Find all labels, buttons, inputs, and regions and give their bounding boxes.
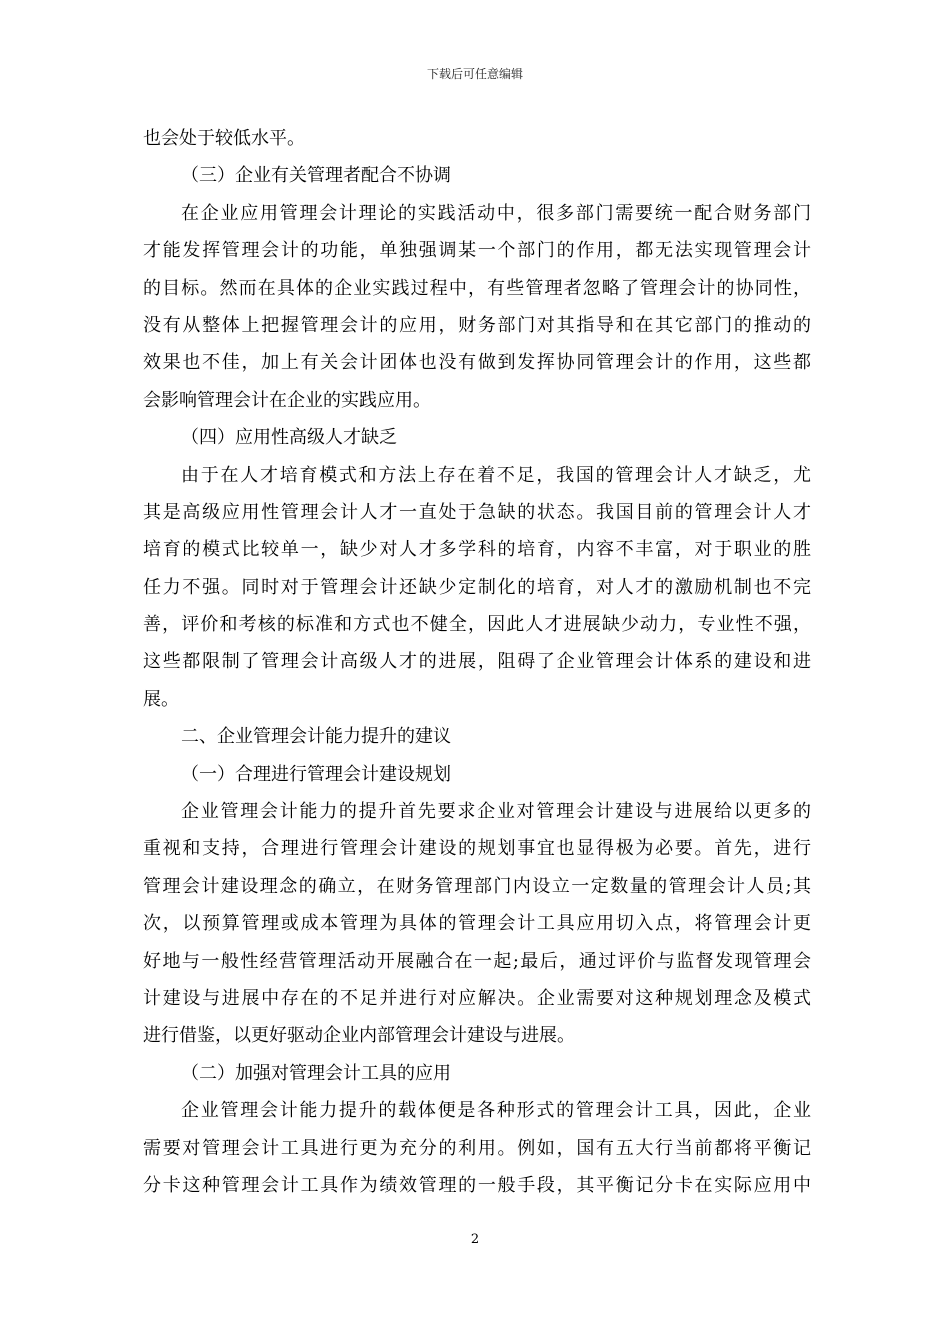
paragraph-line: 进行借鉴，以更好驱动企业内部管理会计建设与进展。: [143, 1025, 575, 1047]
paragraph-line: 在企业应用管理会计理论的实践活动中，很多部门需要统一配合财务部门: [181, 202, 811, 224]
page-header: 下载后可任意编辑: [426, 67, 523, 81]
document-body: [143, 120, 811, 1204]
paragraph-line: 好地与一般性经营管理活动开展融合在一起;最后，通过评价与监督发现管理会: [143, 950, 811, 972]
paragraph-line: 会影响管理会计在企业的实践应用。: [143, 389, 431, 411]
paragraph-line: 的目标。然而在具体的企业实践过程中，有些管理者忽略了管理会计的协同性，: [143, 277, 811, 299]
paragraph-line: 管理会计建设理念的确立，在财务管理部门内设立一定数量的管理会计人员;其: [143, 875, 811, 897]
paragraph-line: 企业管理会计能力的提升首先要求企业对管理会计建设与进展给以更多的: [181, 801, 811, 823]
paragraph-line: 善，评价和考核的标准和方式也不健全，因此人才进展缺少动力，专业性不强，: [143, 614, 811, 636]
section-heading: （三）企业有关管理者配合不协调: [181, 165, 451, 187]
page-number: 2: [470, 1232, 480, 1247]
paragraph-line: 展。: [143, 688, 179, 710]
paragraph-line: 重视和支持，合理进行管理会计建设的规划事宜也显得极为必要。首先，进行: [143, 838, 811, 860]
section-heading: （四）应用性高级人才缺乏: [181, 427, 397, 449]
paragraph-line: 需要对管理会计工具进行更为充分的利用。例如，国有五大行当前都将平衡记: [143, 1137, 811, 1159]
paragraph-line: 次，以预算管理或成本管理为具体的管理会计工具应用切入点，将管理会计更: [143, 913, 811, 935]
section-heading: （一）合理进行管理会计建设规划: [181, 763, 451, 785]
paragraph-line: 企业管理会计能力提升的载体便是各种形式的管理会计工具，因此，企业: [181, 1100, 811, 1122]
paragraph-line: 也会处于较低水平。: [143, 128, 305, 149]
section-heading: 二、企业管理会计能力提升的建议: [181, 726, 451, 748]
paragraph-line: 效果也不佳，加上有关会计团体也没有做到发挥协同管理会计的作用，这些都: [143, 352, 811, 374]
paragraph-line: 培育的模式比较单一，缺少对人才多学科的培育，内容不丰富，对于职业的胜: [143, 539, 811, 561]
paragraph-line: 没有从整体上把握管理会计的应用，财务部门对其指导和在其它部门的推动的: [143, 314, 811, 336]
paragraph-line: 才能发挥管理会计的功能，单独强调某一个部门的作用，都无法实现管理会计: [143, 240, 811, 262]
paragraph-line: 任力不强。同时对于管理会计还缺少定制化的培育，对人才的激励机制也不完: [143, 576, 811, 598]
paragraph-line: 分卡这种管理会计工具作为绩效管理的一般手段，其平衡记分卡在实际应用中: [143, 1174, 811, 1196]
paragraph-line: 这些都限制了管理会计高级人才的进展，阻碍了企业管理会计体系的建设和进: [143, 651, 811, 673]
paragraph-line: 由于在人才培育模式和方法上存在着不足，我国的管理会计人才缺乏，尤: [181, 464, 811, 486]
paragraph-line: 其是高级应用性管理会计人才一直处于急缺的状态。我国目前的管理会计人才: [143, 501, 811, 523]
paragraph-line: 计建设与进展中存在的不足并进行对应解决。企业需要对这种规划理念及模式: [143, 987, 811, 1009]
section-heading: （二）加强对管理会计工具的应用: [181, 1062, 451, 1084]
